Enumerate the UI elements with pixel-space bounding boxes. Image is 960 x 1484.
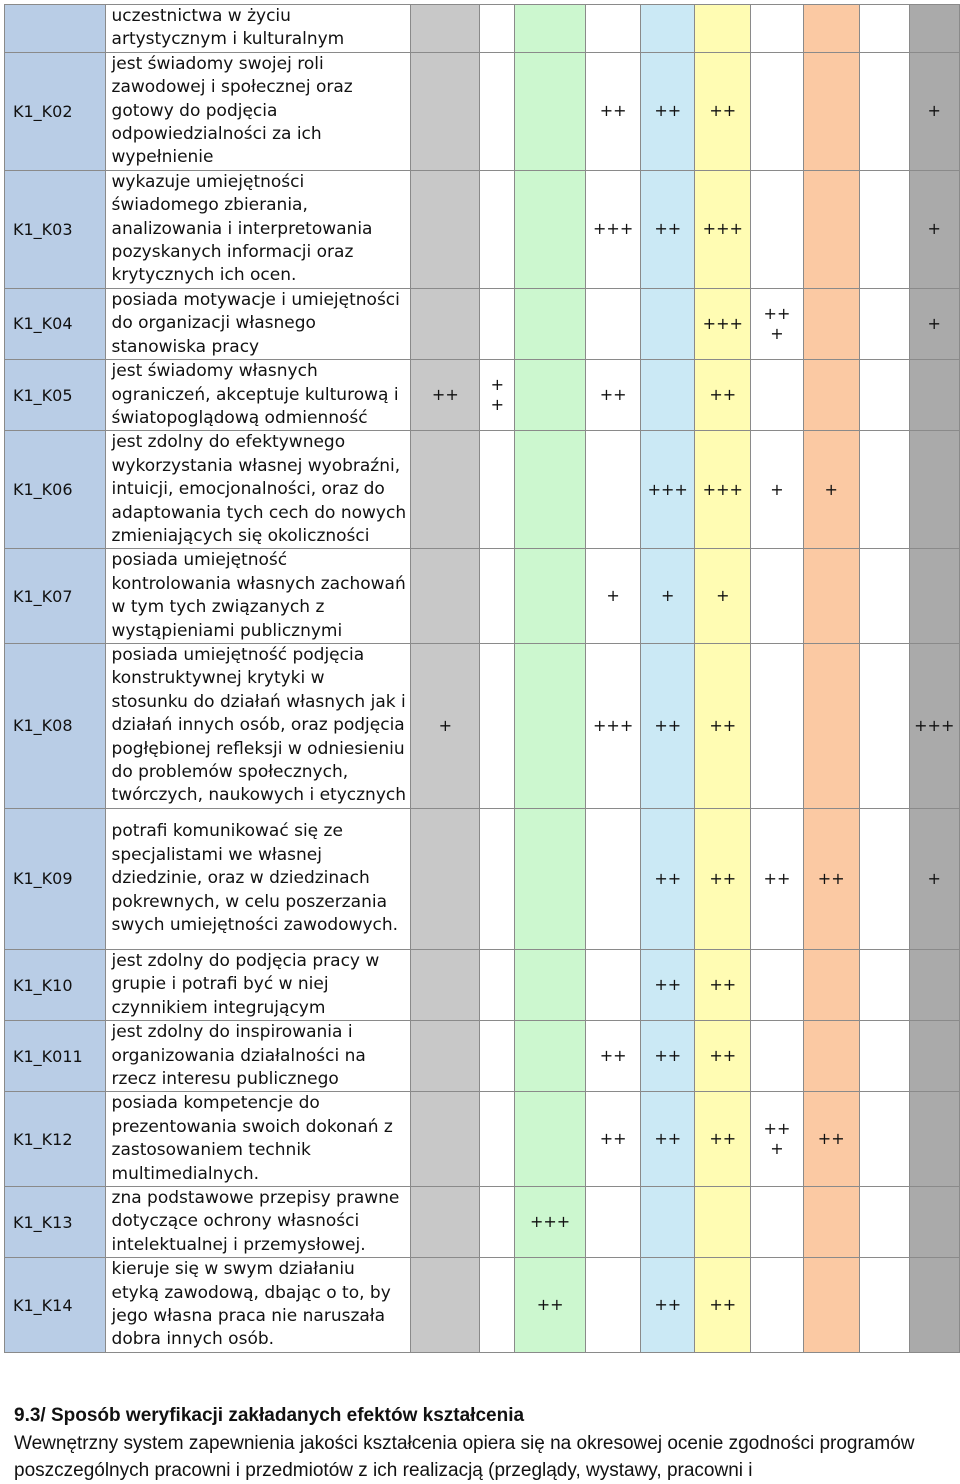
matrix-cell: +++ xyxy=(586,170,641,288)
outcome-description: zna podstawowe przepisy prawne dotyczące ochrony własności intelektualnej i przemysłowej. xyxy=(105,1187,411,1258)
matrix-cell: ++ xyxy=(695,643,751,808)
matrix-cell xyxy=(515,1021,586,1092)
matrix-cell: ++ xyxy=(695,1258,751,1353)
matrix-cell xyxy=(515,360,586,431)
matrix-cell xyxy=(411,170,480,288)
outcome-description: potrafi komunikować się ze specjalistami we własnej dziedzinie, oraz w dziedzinach pokrewnych, w celu poszerzania swych umiejętności zawodowych. xyxy=(105,808,411,949)
matrix-row xyxy=(5,1187,960,1258)
matrix-cell xyxy=(909,5,960,53)
matrix-cell xyxy=(515,1092,586,1187)
outcome-code: K1_K12 xyxy=(5,1092,106,1187)
matrix-cell xyxy=(480,288,515,359)
matrix-cell: + xyxy=(695,549,751,644)
matrix-cell: + + xyxy=(480,360,515,431)
matrix-cell xyxy=(480,808,515,949)
matrix-cell xyxy=(803,549,859,644)
matrix-cell xyxy=(859,431,909,549)
matrix-cell xyxy=(803,170,859,288)
matrix-cell: ++ xyxy=(586,1092,641,1187)
matrix-cell xyxy=(411,1092,480,1187)
matrix-row xyxy=(5,52,960,170)
outcome-description: jest zdolny do inspirowania i organizowania działalności na rzecz interesu publicznego xyxy=(105,1021,411,1092)
matrix-cell xyxy=(480,1258,515,1353)
matrix-cell xyxy=(515,549,586,644)
matrix-cell: +++ xyxy=(515,1187,586,1258)
outcome-code: K1_K09 xyxy=(5,808,106,949)
matrix-cell xyxy=(751,170,803,288)
matrix-cell xyxy=(586,1187,641,1258)
verification-section xyxy=(14,1404,954,1484)
outcome-code xyxy=(5,5,106,53)
matrix-cell xyxy=(515,52,586,170)
matrix-cell xyxy=(803,360,859,431)
matrix-cell: ++ + xyxy=(751,288,803,359)
matrix-cell xyxy=(411,549,480,644)
matrix-cell xyxy=(515,643,586,808)
matrix-cell: ++ xyxy=(586,360,641,431)
matrix-cell xyxy=(751,1258,803,1353)
matrix-cell: +++ xyxy=(909,643,960,808)
matrix-cell: + xyxy=(909,52,960,170)
matrix-cell: ++ + xyxy=(751,1092,803,1187)
matrix-cell xyxy=(803,1021,859,1092)
matrix-cell xyxy=(909,431,960,549)
matrix-cell: ++ xyxy=(695,949,751,1020)
outcome-code: K1_K13 xyxy=(5,1187,106,1258)
matrix-cell: ++ xyxy=(751,808,803,949)
matrix-cell xyxy=(859,52,909,170)
matrix-cell: + xyxy=(641,549,695,644)
matrix-cell xyxy=(859,288,909,359)
matrix-cell xyxy=(909,1092,960,1187)
outcome-code: K1_K10 xyxy=(5,949,106,1020)
matrix-cell xyxy=(641,5,695,53)
matrix-cell xyxy=(411,949,480,1020)
matrix-cell: ++ xyxy=(695,360,751,431)
matrix-cell xyxy=(480,52,515,170)
matrix-cell xyxy=(909,1258,960,1353)
matrix-cell: ++ xyxy=(586,52,641,170)
matrix-row xyxy=(5,808,960,949)
matrix-cell xyxy=(586,1258,641,1353)
matrix-cell xyxy=(803,52,859,170)
matrix-cell xyxy=(751,5,803,53)
matrix-row xyxy=(5,288,960,359)
matrix-cell xyxy=(803,643,859,808)
outcome-description: posiada umiejętność kontrolowania własnych zachowań w tym tych związanych z wystąpieniami publicznymi xyxy=(105,549,411,644)
matrix-cell xyxy=(411,52,480,170)
matrix-cell: + xyxy=(586,549,641,644)
outcome-code: K1_K07 xyxy=(5,549,106,644)
matrix-cell xyxy=(586,5,641,53)
matrix-row xyxy=(5,431,960,549)
matrix-cell xyxy=(411,288,480,359)
matrix-cell: ++ xyxy=(641,52,695,170)
matrix-cell xyxy=(586,949,641,1020)
matrix-cell xyxy=(411,1021,480,1092)
matrix-row xyxy=(5,1092,960,1187)
matrix-cell xyxy=(411,1258,480,1353)
matrix-cell: ++ xyxy=(695,1021,751,1092)
matrix-cell xyxy=(803,5,859,53)
matrix-cell: +++ xyxy=(695,431,751,549)
matrix-cell xyxy=(751,549,803,644)
matrix-cell: ++ xyxy=(641,1092,695,1187)
matrix-cell xyxy=(909,1021,960,1092)
outcome-description: posiada umiejętność podjęcia konstruktywnej krytyki w stosunku do działań własnych jak i działań innych osób, oraz podjęcia pogłębionej refleksji w odniesieniu do problemów społecznych, twórczych, naukowych i etycznych xyxy=(105,643,411,808)
matrix-cell xyxy=(515,808,586,949)
outcome-description: jest zdolny do podjęcia pracy w grupie i potrafi być w niej czynnikiem integrującym xyxy=(105,949,411,1020)
outcome-description: jest świadomy własnych ograniczeń, akceptuje kulturową i światopoglądową odmienność xyxy=(105,360,411,431)
matrix-cell xyxy=(751,1187,803,1258)
matrix-cell: ++ xyxy=(641,949,695,1020)
outcome-code: K1_K04 xyxy=(5,288,106,359)
matrix-cell xyxy=(515,288,586,359)
outcome-description: posiada motywacje i umiejętności do organizacji własnego stanowiska pracy xyxy=(105,288,411,359)
matrix-cell xyxy=(859,5,909,53)
outcome-code: K1_K011 xyxy=(5,1021,106,1092)
matrix-cell xyxy=(859,1021,909,1092)
matrix-cell: +++ xyxy=(695,288,751,359)
matrix-cell xyxy=(909,360,960,431)
matrix-cell xyxy=(480,549,515,644)
matrix-cell xyxy=(803,1258,859,1353)
matrix-cell xyxy=(751,52,803,170)
matrix-cell xyxy=(859,643,909,808)
matrix-cell: + xyxy=(751,431,803,549)
matrix-cell xyxy=(803,288,859,359)
matrix-cell: ++ xyxy=(641,1021,695,1092)
matrix-cell xyxy=(641,1187,695,1258)
matrix-cell xyxy=(515,170,586,288)
matrix-cell xyxy=(641,288,695,359)
matrix-cell: ++ xyxy=(803,1092,859,1187)
matrix-cell: ++ xyxy=(641,1258,695,1353)
matrix-row xyxy=(5,170,960,288)
matrix-cell xyxy=(480,1021,515,1092)
matrix-cell: + xyxy=(411,643,480,808)
matrix-cell: ++ xyxy=(641,643,695,808)
matrix-row xyxy=(5,549,960,644)
matrix-cell xyxy=(859,1258,909,1353)
matrix-cell xyxy=(803,949,859,1020)
matrix-cell xyxy=(859,360,909,431)
matrix-cell: +++ xyxy=(641,431,695,549)
matrix-cell xyxy=(859,549,909,644)
matrix-cell xyxy=(751,949,803,1020)
matrix-cell xyxy=(586,288,641,359)
learning-outcomes-matrix xyxy=(4,4,960,1353)
matrix-cell: ++ xyxy=(695,52,751,170)
matrix-cell xyxy=(909,1187,960,1258)
matrix-cell: ++ xyxy=(641,808,695,949)
outcome-code: K1_K02 xyxy=(5,52,106,170)
matrix-cell xyxy=(909,949,960,1020)
matrix-cell xyxy=(515,949,586,1020)
matrix-cell: ++ xyxy=(695,808,751,949)
matrix-cell xyxy=(859,808,909,949)
matrix-cell xyxy=(480,5,515,53)
matrix-cell: + xyxy=(909,288,960,359)
matrix-cell xyxy=(909,549,960,644)
matrix-cell xyxy=(859,1092,909,1187)
matrix-cell: + xyxy=(909,808,960,949)
matrix-cell xyxy=(411,5,480,53)
matrix-cell: + xyxy=(909,170,960,288)
matrix-cell: ++ xyxy=(641,170,695,288)
outcome-code: K1_K08 xyxy=(5,643,106,808)
section-body: Wewnętrzny system zapewnienia jakości kształcenia opiera się na okresowej ocenie zgodności programów poszczególnych pracowni i przedmiotów z ich realizacją (przeglądy, wystawy, pracowni i xyxy=(14,1433,915,1481)
matrix-cell xyxy=(480,170,515,288)
matrix-cell xyxy=(751,1021,803,1092)
matrix-row xyxy=(5,1258,960,1353)
outcome-description: posiada kompetencje do prezentowania swoich dokonań z zastosowaniem technik multimedialnych. xyxy=(105,1092,411,1187)
outcome-description: uczestnictwa w życiu artystycznym i kulturalnym xyxy=(105,5,411,53)
matrix-cell xyxy=(859,1187,909,1258)
matrix-cell xyxy=(515,5,586,53)
matrix-cell xyxy=(480,1187,515,1258)
matrix-row xyxy=(5,643,960,808)
matrix-cell: ++ xyxy=(803,808,859,949)
outcome-code: K1_K03 xyxy=(5,170,106,288)
outcome-code: K1_K06 xyxy=(5,431,106,549)
matrix-cell xyxy=(411,1187,480,1258)
matrix-cell: ++ xyxy=(515,1258,586,1353)
matrix-cell xyxy=(695,5,751,53)
matrix-row xyxy=(5,949,960,1020)
matrix-cell xyxy=(641,360,695,431)
matrix-cell xyxy=(751,360,803,431)
outcome-description: wykazuje umiejętności świadomego zbierania, analizowania i interpretowania pozyskanych informacji oraz krytycznych ich ocen. xyxy=(105,170,411,288)
outcome-description: jest zdolny do efektywnego wykorzystania własnej wyobraźni, intuicji, emocjonalności, oraz do adaptowania tych cech do nowych zmieniających się okoliczności xyxy=(105,431,411,549)
matrix-cell xyxy=(586,431,641,549)
outcome-code: K1_K14 xyxy=(5,1258,106,1353)
matrix-cell: ++ xyxy=(695,1092,751,1187)
matrix-cell: ++ xyxy=(411,360,480,431)
matrix-cell xyxy=(803,1187,859,1258)
matrix-cell: + xyxy=(803,431,859,549)
matrix-cell xyxy=(695,1187,751,1258)
matrix-row xyxy=(5,5,960,53)
matrix-cell: ++ xyxy=(586,1021,641,1092)
matrix-body xyxy=(5,5,960,1353)
matrix-cell xyxy=(586,808,641,949)
section-heading: 9.3/ Sposób weryfikacji zakładanych efektów kształcenia xyxy=(14,1405,525,1426)
outcome-description: kieruje się w swym działaniu etyką zawodową, dbając o to, by jego własna praca nie naruszała dobra innych osób. xyxy=(105,1258,411,1353)
matrix-cell: +++ xyxy=(586,643,641,808)
outcome-code: K1_K05 xyxy=(5,360,106,431)
matrix-cell xyxy=(411,431,480,549)
matrix-cell xyxy=(480,949,515,1020)
matrix-cell xyxy=(480,643,515,808)
matrix-cell xyxy=(515,431,586,549)
matrix-cell xyxy=(411,808,480,949)
matrix-row xyxy=(5,1021,960,1092)
matrix-cell xyxy=(859,170,909,288)
matrix-row xyxy=(5,360,960,431)
matrix-cell xyxy=(859,949,909,1020)
outcome-description: jest świadomy swojej roli zawodowej i społecznej oraz gotowy do podjęcia odpowiedzialności za ich wypełnienie xyxy=(105,52,411,170)
matrix-cell xyxy=(751,643,803,808)
matrix-cell xyxy=(480,1092,515,1187)
matrix-cell: +++ xyxy=(695,170,751,288)
matrix-cell xyxy=(480,431,515,549)
